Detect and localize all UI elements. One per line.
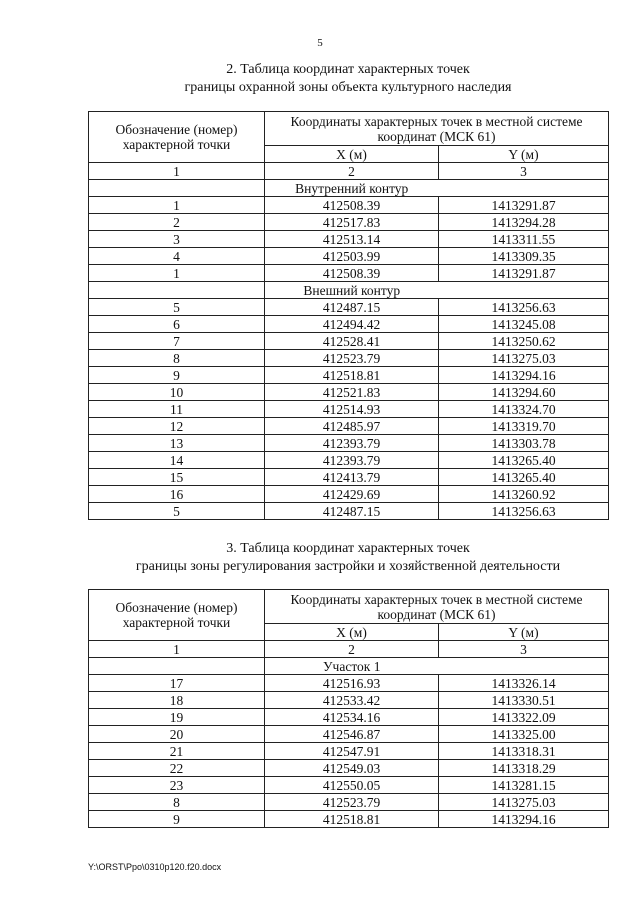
x-coordinate: 412534.16 <box>265 709 439 726</box>
x-column-header: X (м) <box>265 146 439 163</box>
x-coordinate: 412549.03 <box>265 760 439 777</box>
y-coordinate: 1413303.78 <box>439 435 609 452</box>
table-row <box>89 214 609 231</box>
section-blank-cell <box>439 282 609 299</box>
x-coordinate: 412487.15 <box>265 503 439 520</box>
section-name: Участок 1 <box>265 658 439 675</box>
y-coordinate: 1413275.03 <box>439 350 609 367</box>
point-id-header: Обозначение (номер) характерной точки <box>89 590 265 641</box>
section-row <box>89 180 609 197</box>
y-coordinate: 1413330.51 <box>439 692 609 709</box>
x-coordinate: 412521.83 <box>265 384 439 401</box>
point-number: 1 <box>89 265 265 282</box>
coordinates-header: Координаты характерных точек в местной системе координат (МСК 61) <box>265 112 609 146</box>
section-blank-cell <box>439 180 609 197</box>
table-row <box>89 452 609 469</box>
x-coordinate: 412546.87 <box>265 726 439 743</box>
table-row <box>89 367 609 384</box>
y-column-header: Y (м) <box>439 146 609 163</box>
x-coordinate: 412494.42 <box>265 316 439 333</box>
table-2-title <box>88 61 608 97</box>
section-blank-cell <box>439 658 609 675</box>
x-coordinate: 412413.79 <box>265 469 439 486</box>
table-2-title-line2: границы охранной зоны объекта культурного наследия <box>184 80 512 95</box>
point-number: 12 <box>89 418 265 435</box>
x-coordinate: 412487.15 <box>265 299 439 316</box>
point-number: 8 <box>89 350 265 367</box>
table-body <box>89 112 609 520</box>
point-number: 21 <box>89 743 265 760</box>
column-number: 1 <box>89 163 265 180</box>
column-number: 1 <box>89 641 265 658</box>
column-number: 3 <box>439 641 609 658</box>
table-3-title-line1: 3. Таблица координат характерных точек <box>226 541 470 556</box>
y-coordinate: 1413250.62 <box>439 333 609 350</box>
point-number: 10 <box>89 384 265 401</box>
section-blank-cell <box>89 180 265 197</box>
x-coordinate: 412523.79 <box>265 350 439 367</box>
point-number: 17 <box>89 675 265 692</box>
point-number: 5 <box>89 503 265 520</box>
table-row <box>89 401 609 418</box>
y-coordinate: 1413260.92 <box>439 486 609 503</box>
table-row <box>89 726 609 743</box>
point-number: 23 <box>89 777 265 794</box>
x-coordinate: 412393.79 <box>265 452 439 469</box>
point-id-header: Обозначение (номер) характерной точки <box>89 112 265 163</box>
x-coordinate: 412516.93 <box>265 675 439 692</box>
document-file-path: Y:\ORST\Ppo\0310p120.f20.docx <box>88 862 222 872</box>
x-coordinate: 412517.83 <box>265 214 439 231</box>
table-2-title-line1: 2. Таблица координат характерных точек <box>226 62 470 77</box>
x-coordinate: 412528.41 <box>265 333 439 350</box>
x-coordinate: 412518.81 <box>265 811 439 828</box>
table-row <box>89 418 609 435</box>
point-number: 19 <box>89 709 265 726</box>
point-number: 16 <box>89 486 265 503</box>
table-row <box>89 316 609 333</box>
point-number: 5 <box>89 299 265 316</box>
y-coordinate: 1413291.87 <box>439 197 609 214</box>
coordinates-table-2 <box>88 111 609 520</box>
x-coordinate: 412514.93 <box>265 401 439 418</box>
y-coordinate: 1413256.63 <box>439 299 609 316</box>
y-column-header: Y (м) <box>439 624 609 641</box>
y-coordinate: 1413318.31 <box>439 743 609 760</box>
y-coordinate: 1413311.55 <box>439 231 609 248</box>
x-column-header: X (м) <box>265 624 439 641</box>
table-row <box>89 794 609 811</box>
x-coordinate: 412533.42 <box>265 692 439 709</box>
x-coordinate: 412503.99 <box>265 248 439 265</box>
y-coordinate: 1413294.16 <box>439 811 609 828</box>
point-number: 9 <box>89 811 265 828</box>
x-coordinate: 412393.79 <box>265 435 439 452</box>
table-row <box>89 197 609 214</box>
x-coordinate: 412523.79 <box>265 794 439 811</box>
y-coordinate: 1413309.35 <box>439 248 609 265</box>
y-coordinate: 1413325.00 <box>439 726 609 743</box>
column-number: 2 <box>265 163 439 180</box>
point-number: 1 <box>89 197 265 214</box>
y-coordinate: 1413265.40 <box>439 469 609 486</box>
y-coordinate: 1413294.28 <box>439 214 609 231</box>
header-row <box>89 112 609 146</box>
y-coordinate: 1413294.16 <box>439 367 609 384</box>
point-number: 20 <box>89 726 265 743</box>
column-number-row <box>89 641 609 658</box>
point-number: 18 <box>89 692 265 709</box>
table-3-title-line2: границы зоны регулирования застройки и хозяйственной деятельности <box>135 559 561 574</box>
section-blank-cell <box>89 282 265 299</box>
column-number: 2 <box>265 641 439 658</box>
y-coordinate: 1413326.14 <box>439 675 609 692</box>
point-number: 2 <box>89 214 265 231</box>
table-row <box>89 675 609 692</box>
header-row <box>89 590 609 624</box>
coordinates-table-3 <box>88 589 609 828</box>
x-coordinate: 412508.39 <box>265 265 439 282</box>
point-number: 6 <box>89 316 265 333</box>
point-number: 4 <box>89 248 265 265</box>
y-coordinate: 1413245.08 <box>439 316 609 333</box>
table-row <box>89 760 609 777</box>
table-row <box>89 350 609 367</box>
y-coordinate: 1413256.63 <box>439 503 609 520</box>
table-row <box>89 384 609 401</box>
x-coordinate: 412508.39 <box>265 197 439 214</box>
point-number: 14 <box>89 452 265 469</box>
y-coordinate: 1413322.09 <box>439 709 609 726</box>
section-blank-cell <box>89 658 265 675</box>
y-coordinate: 1413319.70 <box>439 418 609 435</box>
table-row <box>89 743 609 760</box>
section-name: Внутренний контур <box>265 180 439 197</box>
table-row <box>89 299 609 316</box>
table-row <box>89 469 609 486</box>
point-number: 9 <box>89 367 265 384</box>
column-number: 3 <box>439 163 609 180</box>
point-number: 8 <box>89 794 265 811</box>
table-row <box>89 486 609 503</box>
table-body <box>89 590 609 828</box>
table-row <box>89 692 609 709</box>
table-row <box>89 333 609 350</box>
section-row <box>89 658 609 675</box>
point-number: 7 <box>89 333 265 350</box>
x-coordinate: 412547.91 <box>265 743 439 760</box>
y-coordinate: 1413324.70 <box>439 401 609 418</box>
y-coordinate: 1413281.15 <box>439 777 609 794</box>
table-row <box>89 231 609 248</box>
section-row <box>89 282 609 299</box>
table-row <box>89 503 609 520</box>
y-coordinate: 1413265.40 <box>439 452 609 469</box>
y-coordinate: 1413318.29 <box>439 760 609 777</box>
y-coordinate: 1413294.60 <box>439 384 609 401</box>
column-number-row <box>89 163 609 180</box>
table-row <box>89 811 609 828</box>
point-number: 22 <box>89 760 265 777</box>
x-coordinate: 412513.14 <box>265 231 439 248</box>
table-row <box>89 709 609 726</box>
x-coordinate: 412485.97 <box>265 418 439 435</box>
y-coordinate: 1413275.03 <box>439 794 609 811</box>
point-number: 15 <box>89 469 265 486</box>
table-row <box>89 777 609 794</box>
y-coordinate: 1413291.87 <box>439 265 609 282</box>
table-3-title <box>88 540 608 576</box>
coordinates-header: Координаты характерных точек в местной системе координат (МСК 61) <box>265 590 609 624</box>
table-row <box>89 248 609 265</box>
table-row <box>89 265 609 282</box>
x-coordinate: 412518.81 <box>265 367 439 384</box>
x-coordinate: 412429.69 <box>265 486 439 503</box>
x-coordinate: 412550.05 <box>265 777 439 794</box>
page-number: 5 <box>317 37 323 49</box>
section-name: Внешний контур <box>265 282 439 299</box>
point-number: 3 <box>89 231 265 248</box>
table-row <box>89 435 609 452</box>
point-number: 11 <box>89 401 265 418</box>
point-number: 13 <box>89 435 265 452</box>
